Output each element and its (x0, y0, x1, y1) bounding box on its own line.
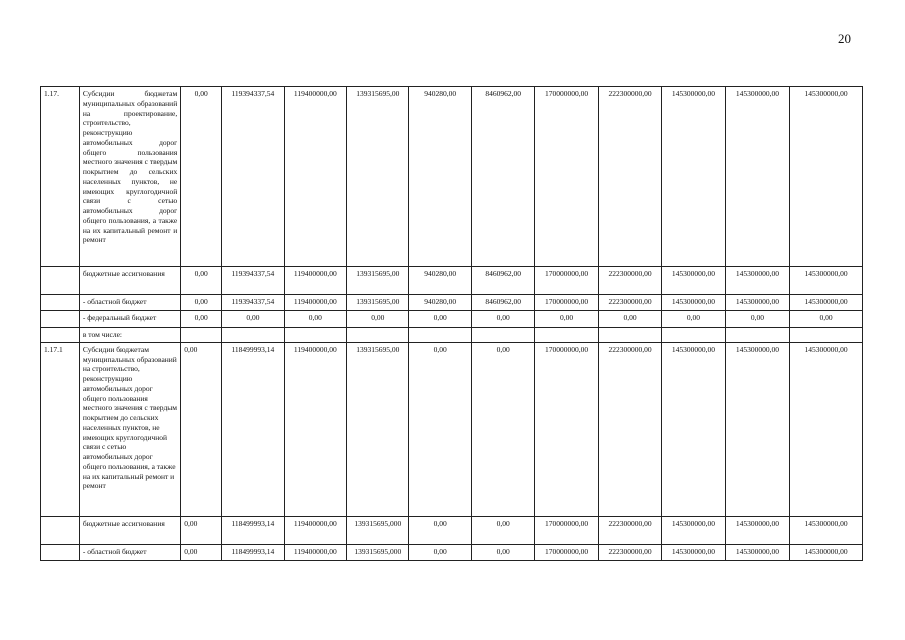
value-cell: 119400000,00 (284, 544, 346, 560)
value-cell: 0,00 (181, 516, 222, 544)
budget-table (40, 86, 863, 561)
value-cell: 170000000,00 (535, 544, 598, 560)
value-cell (598, 328, 661, 343)
value-cell: 8460962,00 (471, 267, 534, 295)
value-cell (409, 328, 471, 343)
value-cell: 139315695,000 (347, 544, 409, 560)
value-cell: 0,00 (181, 342, 222, 516)
row-label-cell: в том числе: (79, 328, 180, 343)
value-cell: 119400000,00 (284, 267, 346, 295)
row-label-cell: Субсидии бюджетам муниципальных образований на проектирование, строительство, реконструкцию автомобильных дорог общего пользования местного значения с твердым покрытием до сельских населенных пунктов, не имеющих круглогодичной связи с сетью автомобильных дорог общего пользования, а также на их капитальный ремонт и ремонт (79, 87, 180, 267)
table-row (41, 267, 863, 295)
value-cell: 145300000,00 (790, 295, 863, 311)
value-cell: 0,00 (409, 311, 471, 328)
value-cell: 118499993,14 (222, 516, 284, 544)
value-cell: 119394337,54 (222, 295, 284, 311)
value-cell: 222300000,00 (598, 516, 661, 544)
value-cell: 118499993,14 (222, 342, 284, 516)
value-cell: 145300000,00 (725, 342, 789, 516)
row-code-cell (41, 544, 80, 560)
table-row (41, 295, 863, 311)
value-cell: 940280,00 (409, 295, 471, 311)
row-label-cell: - федеральный бюджет (79, 311, 180, 328)
row-code-cell: 1.17. (41, 87, 80, 267)
table-row (41, 328, 863, 343)
value-cell: 145300000,00 (662, 295, 725, 311)
value-cell: 940280,00 (409, 267, 471, 295)
value-cell: 145300000,00 (790, 267, 863, 295)
value-cell: 119400000,00 (284, 342, 346, 516)
value-cell: 145300000,00 (725, 87, 789, 267)
value-cell (284, 328, 346, 343)
row-code-cell: 1.17.1 (41, 342, 80, 516)
value-cell: 145300000,00 (725, 267, 789, 295)
value-cell: 170000000,00 (535, 87, 598, 267)
value-cell: 0,00 (725, 311, 789, 328)
value-cell: 222300000,00 (598, 295, 661, 311)
value-cell: 222300000,00 (598, 544, 661, 560)
value-cell (725, 328, 789, 343)
value-cell: 145300000,00 (662, 267, 725, 295)
row-code-cell (41, 516, 80, 544)
value-cell: 145300000,00 (790, 544, 863, 560)
value-cell: 8460962,00 (471, 87, 534, 267)
value-cell: 170000000,00 (535, 342, 598, 516)
value-cell: 139315695,00 (347, 342, 409, 516)
value-cell: 0,00 (347, 311, 409, 328)
row-label-cell: - областной бюджет (79, 295, 180, 311)
value-cell: 145300000,00 (790, 87, 863, 267)
value-cell: 0,00 (662, 311, 725, 328)
value-cell (790, 328, 863, 343)
value-cell: 139315695,000 (347, 516, 409, 544)
row-code-cell (41, 311, 80, 328)
row-code-cell (41, 295, 80, 311)
value-cell: 0,00 (471, 516, 534, 544)
row-label-cell: бюджетные ассигнования (79, 267, 180, 295)
value-cell: 0,00 (181, 267, 222, 295)
value-cell: 222300000,00 (598, 87, 661, 267)
value-cell: 8460962,00 (471, 295, 534, 311)
row-label-cell: Субсидии бюджетам муниципальных образований на строительство, реконструкцию автомобильных дорог общего пользования местного значения с твердым покрытием до сельских населенных пунктов, не имеющих круглогодичной связи с сетью автомобильных дорог общего пользования, а также на их капитальный ремонт и ремонт (79, 342, 180, 516)
value-cell: 119400000,00 (284, 295, 346, 311)
value-cell: 145300000,00 (662, 544, 725, 560)
row-code-cell (41, 267, 80, 295)
value-cell: 145300000,00 (725, 516, 789, 544)
value-cell (181, 328, 222, 343)
value-cell: 0,00 (181, 311, 222, 328)
table-row (41, 342, 863, 516)
value-cell (535, 328, 598, 343)
value-cell: 0,00 (181, 544, 222, 560)
value-cell: 145300000,00 (790, 342, 863, 516)
table-row (41, 544, 863, 560)
table-row (41, 87, 863, 267)
table-row (41, 311, 863, 328)
value-cell: 222300000,00 (598, 342, 661, 516)
value-cell: 0,00 (181, 295, 222, 311)
row-code-cell (41, 328, 80, 343)
value-cell: 0,00 (790, 311, 863, 328)
value-cell (347, 328, 409, 343)
value-cell: 0,00 (222, 311, 284, 328)
row-label-cell: - областной бюджет (79, 544, 180, 560)
value-cell (662, 328, 725, 343)
value-cell: 118499993,14 (222, 544, 284, 560)
value-cell: 222300000,00 (598, 267, 661, 295)
value-cell: 0,00 (471, 311, 534, 328)
value-cell: 170000000,00 (535, 295, 598, 311)
value-cell: 0,00 (409, 516, 471, 544)
value-cell: 139315695,00 (347, 267, 409, 295)
value-cell: 139315695,00 (347, 295, 409, 311)
value-cell: 145300000,00 (725, 544, 789, 560)
value-cell: 145300000,00 (662, 342, 725, 516)
value-cell: 139315695,00 (347, 87, 409, 267)
value-cell: 0,00 (471, 544, 534, 560)
value-cell: 145300000,00 (662, 516, 725, 544)
value-cell (222, 328, 284, 343)
value-cell: 119400000,00 (284, 87, 346, 267)
value-cell: 0,00 (284, 311, 346, 328)
value-cell: 0,00 (181, 87, 222, 267)
value-cell: 0,00 (409, 342, 471, 516)
value-cell (471, 328, 534, 343)
value-cell: 170000000,00 (535, 516, 598, 544)
value-cell: 145300000,00 (662, 87, 725, 267)
value-cell: 119394337,54 (222, 267, 284, 295)
value-cell: 170000000,00 (535, 267, 598, 295)
value-cell: 145300000,00 (790, 516, 863, 544)
value-cell: 119400000,00 (284, 516, 346, 544)
value-cell: 0,00 (471, 342, 534, 516)
value-cell: 119394337,54 (222, 87, 284, 267)
value-cell: 0,00 (535, 311, 598, 328)
value-cell: 145300000,00 (725, 295, 789, 311)
value-cell: 0,00 (598, 311, 661, 328)
table-row (41, 516, 863, 544)
row-label-cell: бюджетные ассигнования (79, 516, 180, 544)
value-cell: 940280,00 (409, 87, 471, 267)
page-number: 20 (838, 31, 851, 46)
value-cell: 0,00 (409, 544, 471, 560)
